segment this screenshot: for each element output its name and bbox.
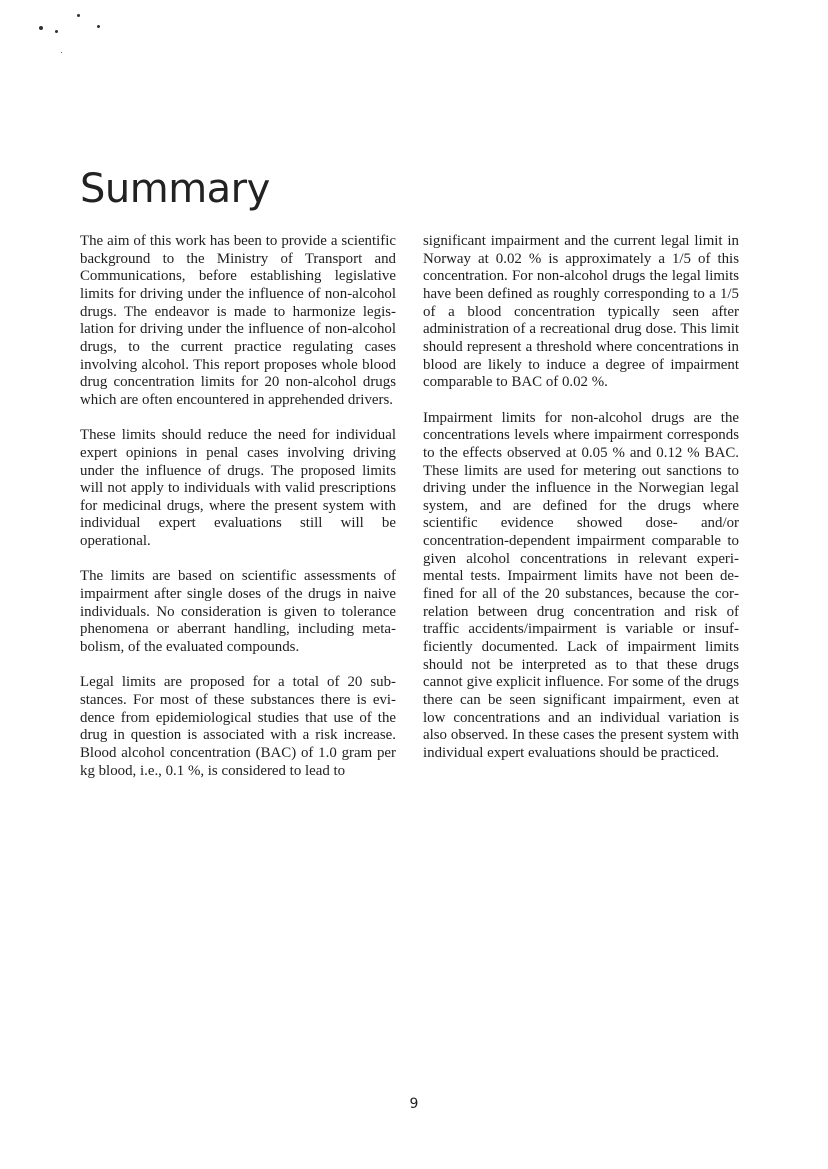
right-text-column bbox=[423, 233, 739, 763]
paragraph: Legal limits are proposed for a total of 20 substances. For most of these substances there is evidence from epidemiological studies that use of the drug in question is associated with a risk increase. Blood alcohol concentration (BAC) of 1.0 gram per kg blood, i.e., 0.1 %, is considered to lead to bbox=[80, 674, 396, 779]
paragraph: The aim of this work has been to provide a scientific background to the Ministry of Transport and Communications, before establishing legislative limits for driving under the influence of non-alcohol drugs. The endeavor is made to harmonize legislation for driving under the influence of non-alcohol drugs, to the current practice regulating cases involving alcohol. This report proposes whole blood drug concentration limits for 20 non-alcohol drugs which are often encountered in apprehended drivers. bbox=[80, 233, 396, 408]
left-text-column bbox=[80, 233, 396, 780]
paragraph: significant impairment and the current legal limit in Norway at 0.02 % is approximately a 1/5 of this concentration. For non-alcohol drugs the legal limits have been defined as roughly corresponding to a 1/5 of a blood concentration typically seen after administration of a recreational drug dose. This limit should represent a threshold where concentrations in blood are likely to induce a degree of impairment comparable to BAC of 0.02 %. bbox=[423, 233, 739, 391]
page-title: Summary bbox=[80, 166, 270, 212]
scan-speck bbox=[39, 26, 43, 30]
scan-speck bbox=[55, 30, 58, 33]
paragraph: These limits should reduce the need for individual expert opinions in penal cases involving driving under the influence of drugs. The proposed limits will not apply to individuals with valid prescriptions for medicinal drugs, where the present system with individual expert evaluations still will be operational. bbox=[80, 427, 396, 550]
scan-speck bbox=[61, 52, 62, 53]
page-number: 9 bbox=[409, 1096, 419, 1112]
paragraph: Impairment limits for non-alcohol drugs are the concentrations levels where impairment corresponds to the effects observed at 0.05 % and 0.12 % BAC. These limits are used for metering out sanctions to driving under the influence in the Norwegian legal system, and are defined for the drugs where scientific evidence showed dose- and/or concentration-dependent impairment comparable to given alcohol concentrations in relevant experimental tests. Impairment limits have not been defined for all of the 20 substances, because the correlation between drug concentration and risk of traffic accidents/impairment is variable or insufficiently documented. Lack of impairment limits should not be interpreted as to that these drugs cannot give explicit influence. For some of the drugs there can be seen significant impairment, even at low concentrations and an individual variation is also observed. In these cases the present system with individual expert evaluations should be practiced. bbox=[423, 409, 739, 762]
paragraph: The limits are based on scientific assessments of impairment after single doses of the drugs in naive individuals. No consideration is given to tolerance phenomena or aberrant handling, including metabolism, of the evaluated compounds. bbox=[80, 568, 396, 656]
scan-speck bbox=[77, 14, 80, 17]
scan-speck bbox=[97, 25, 100, 28]
